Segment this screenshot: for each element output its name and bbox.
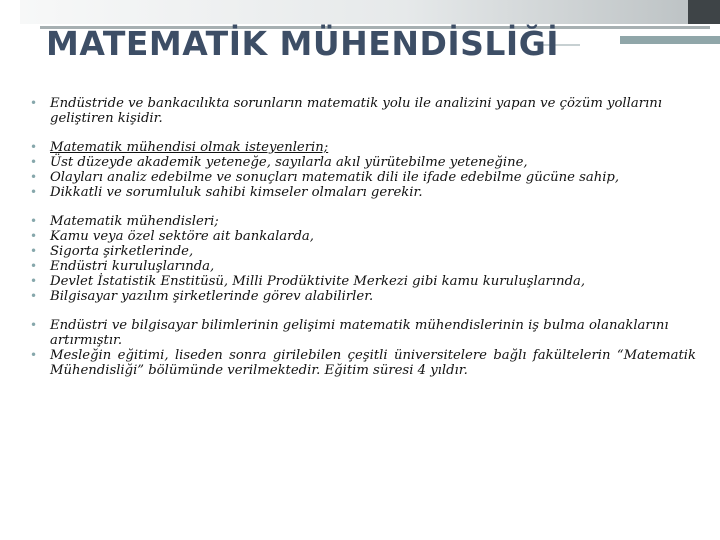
bullet-group-education [28, 318, 696, 378]
slide-title: MATEMATİK MÜHENDİSLİĞİ [46, 24, 560, 63]
bullet-item: • Matematik mühendisi olmak isteyenlerin; [28, 140, 696, 155]
bullet-group-definition [28, 96, 696, 126]
bullet-item: • Bilgisayar yazılım şirketlerinde görev alabilirler. [28, 289, 696, 304]
bullet-item: • Matematik mühendisleri; [28, 214, 696, 229]
header-accent-rule [620, 36, 720, 44]
header-decoration-bar [20, 0, 720, 24]
bullet-item: • Endüstri ve bilgisayar bilimlerinin gelişimi matematik mühendislerinin iş bulma olanaklarını artırmıştır. [28, 318, 696, 348]
bullet-item: • Üst düzeyde akademik yeteneğe, sayılarla akıl yürütebilme yeteneğine, [28, 155, 696, 170]
bullet-item: • Endüstri kuruluşlarında, [28, 259, 696, 274]
header-decoration-dark-block [688, 0, 720, 24]
bullet-group-requirements [28, 140, 696, 200]
bullet-item: • Sigorta şirketlerinde, [28, 244, 696, 259]
slide-body [28, 96, 696, 392]
bullet-item: • Dikkatli ve sorumluluk sahibi kimseler olmaları gerekir. [28, 185, 696, 200]
bullet-item: • Endüstride ve bankacılıkta sorunların matematik yolu ile analizini yapan ve çözüm yollarını geliştiren kişidir. [28, 96, 696, 126]
bullet-item: • Kamu veya özel sektöre ait bankalarda, [28, 229, 696, 244]
bullet-group-workplaces [28, 214, 696, 304]
bullet-item: • Devlet İstatistik Enstitüsü, Milli Prodüktivite Merkezi gibi kamu kuruluşlarında, [28, 274, 696, 289]
bullet-item: • Mesleğin eğitimi, liseden sonra girilebilen çeşitli üniversitelere bağlı fakültelerin “Matematik Mühendisliği” bölümünde verilmektedir. Eğitim süresi 4 yıldır. [28, 348, 696, 378]
bullet-item: • Olayları analiz edebilme ve sonuçları matematik dili ile ifade edebilme gücüne sahip, [28, 170, 696, 185]
